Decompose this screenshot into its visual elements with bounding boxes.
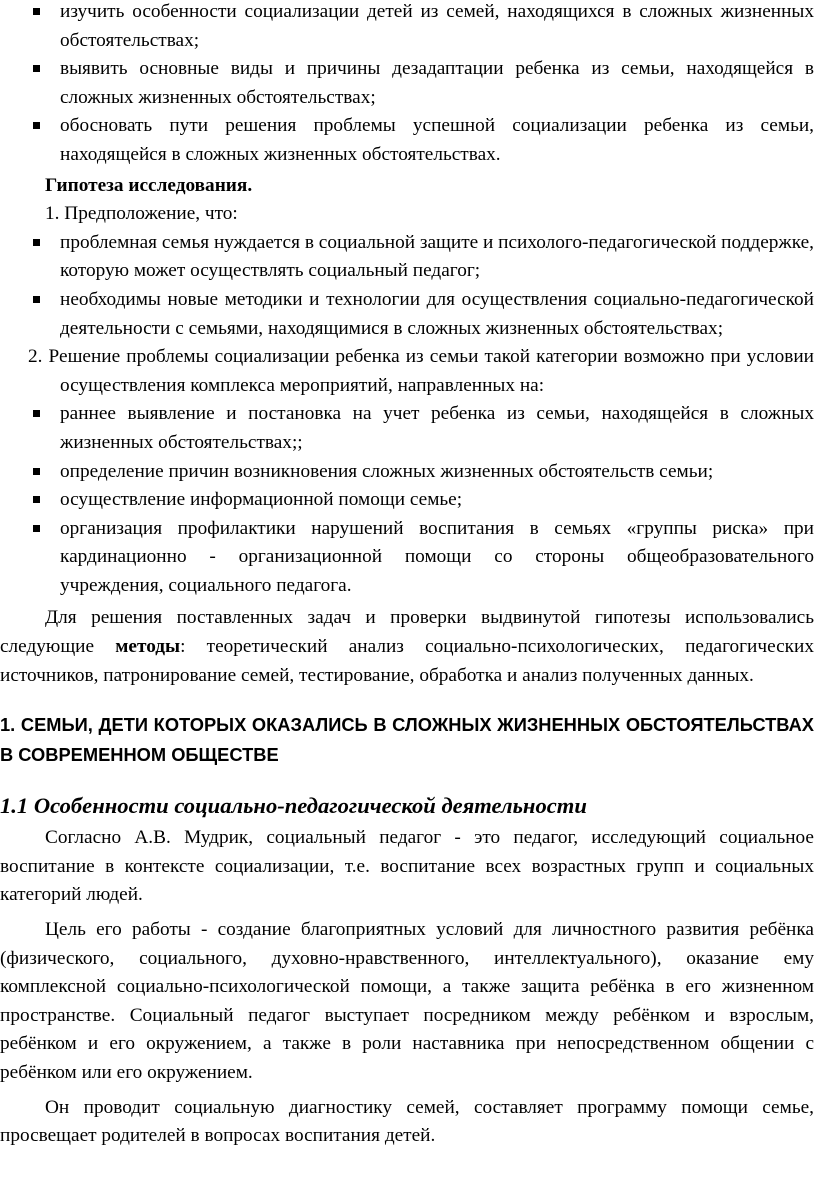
goal-text: изучить особенности социализации детей из семей, находящихся в сложных жизненных обстоятельствах; — [60, 1, 814, 51]
square-bullet-icon — [33, 496, 40, 503]
hypothesis-item-2: 2. Решение проблемы социализации ребенка из семьи такой категории возможно при условии осуществления комплекса мероприятий, направленных на: — [28, 346, 814, 396]
methods-bold: методы — [115, 636, 181, 658]
hypothesis-bullet — [0, 286, 814, 343]
square-bullet-icon — [33, 239, 40, 246]
hypothesis-bullet — [0, 486, 814, 515]
square-bullet-icon — [33, 468, 40, 475]
hypothesis-bullet-text: определение причин возникновения сложных жизненных обстоятельств семьи; — [60, 460, 714, 482]
hypothesis-title: Гипотеза исследования. — [45, 174, 253, 196]
square-bullet-icon — [33, 8, 40, 15]
goal-text: обосновать пути решения проблемы успешной социализации ребенка из семьи, находящейся в сложных жизненных обстоятельствах. — [60, 115, 814, 165]
body-paragraph: Он проводит социальную диагностику семей, составляет программу помощи семье, просвещает родителей в вопросах воспитания детей. — [0, 1096, 814, 1147]
hypothesis-bullet — [0, 229, 814, 286]
square-bullet-icon — [33, 122, 40, 129]
subsection-heading: 1.1 Особенности социально-педагогической деятельности — [0, 793, 587, 819]
goals-list — [0, 0, 814, 170]
hypothesis-bullet-text: организация профилактики нарушений воспитания в семьях «группы риска» при кардинационно - организационной помощи со стороны общеобразовательного учреждения, социального педагога. — [60, 517, 814, 596]
square-bullet-icon — [33, 65, 40, 72]
square-bullet-icon — [33, 410, 40, 417]
hypothesis-item1-list — [0, 229, 814, 343]
methods-text-after: : теоретический анализ социально-психологических, педагогических источников, патронирование семей, тестирование, обработка и анализ полученных данных. — [0, 636, 814, 686]
section-heading: 1. СЕМЬИ, ДЕТИ КОТОРЫХ ОКАЗАЛИСЬ В СЛОЖНЫХ ЖИЗНЕННЫХ ОБСТОЯТЕЛЬСТВАХ В СОВРЕМЕННОМ ОБЩЕСТВЕ — [0, 714, 814, 766]
goal-item — [0, 55, 814, 112]
body-paragraph: Цель его работы - создание благоприятных условий для личностного развития ребёнка (физического, социального, духовно-нравственного, интеллектуального), оказание ему комплексной социально-психологической помощи, а также защита ребёнка в его жизненном пространстве. Социальный педагог выступает посредником между ребёнком и взрослым, ребёнком и его окружением, а также в роли наставника при непосредственном общении с ребёнком или его окружением. — [0, 919, 814, 1083]
hypothesis-bullet-text: раннее выявление и постановка на учет ребенка из семьи, находящейся в сложных жизненных обстоятельствах;; — [60, 403, 814, 453]
body-paragraph: Согласно А.В. Мудрик, социальный педагог - это педагог, исследующий социальное воспитание в контексте социализации, т.е. воспитание всех возрастных групп и социальных категорий людей. — [0, 827, 814, 906]
methods-text-before: Для решения поставленных задач и проверки выдвинутой гипотезы использовались следующие — [0, 607, 814, 658]
hypothesis-bullet — [0, 458, 814, 487]
hypothesis-bullet-text: осуществление информационной помощи семье; — [60, 489, 463, 511]
goal-item — [0, 0, 814, 55]
goal-item — [0, 112, 814, 169]
goal-text: выявить основные виды и причины дезадаптации ребенка из семьи, находящейся в сложных жизненных обстоятельствах; — [60, 58, 814, 108]
hypothesis-bullet-text: проблемная семья нуждается в социальной защите и психолого-педагогической поддержке, которую может осуществлять социальный педагог; — [60, 231, 814, 282]
methods-paragraph — [0, 604, 814, 690]
square-bullet-icon — [33, 525, 40, 532]
hypothesis-item-1: 1. Предположение, что: — [45, 203, 238, 225]
hypothesis-bullet-text: необходимы новые методики и технологии для осуществления социально-педагогической деятельности с семьями, находящимися в сложных жизненных обстоятельствах; — [60, 288, 814, 339]
square-bullet-icon — [33, 296, 40, 303]
hypothesis-bullet — [0, 515, 814, 601]
hypothesis-item2-list — [0, 400, 814, 600]
hypothesis-bullet — [0, 400, 814, 457]
